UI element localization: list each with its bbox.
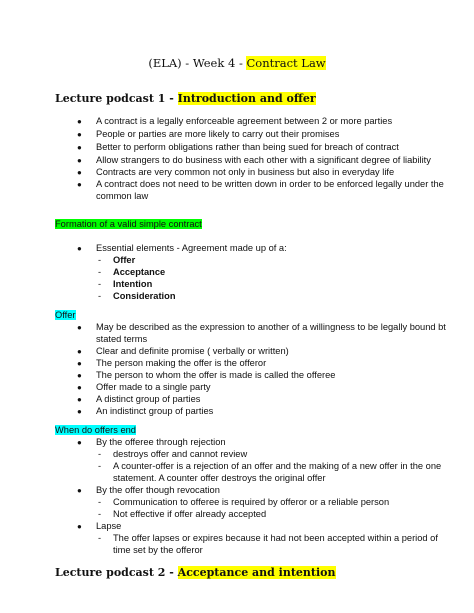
element-intention: Intention bbox=[113, 279, 153, 289]
sub-item-continuation: statement. A counter offer destroys the original offer bbox=[113, 473, 326, 483]
podcast2-heading bbox=[55, 566, 336, 579]
offer-end-heading bbox=[55, 425, 136, 435]
bullet-icon: ● bbox=[77, 395, 82, 404]
sub-item-continuation: time set by the offeror bbox=[113, 545, 203, 555]
offer-end-heading-text: When do offers end bbox=[55, 425, 136, 435]
title-highlight: Contract Law bbox=[246, 56, 326, 70]
list-item: The person to whom the offer is made is called the offeree bbox=[96, 370, 336, 380]
bullet-icon: ● bbox=[77, 383, 82, 392]
element-offer: Offer bbox=[113, 255, 136, 265]
list-item-continuation: common law bbox=[96, 191, 149, 201]
list-item-continuation: stated terms bbox=[96, 334, 148, 344]
bullet-icon: ● bbox=[77, 438, 82, 447]
list-item: Contracts are very common not only in business but also in everyday life bbox=[96, 167, 395, 177]
bullet-icon: ● bbox=[77, 347, 82, 356]
podcast1-prefix: Lecture podcast 1 - bbox=[55, 92, 178, 105]
sub-item: A counter-offer is a rejection of an offer and the making of a new offer in the one bbox=[113, 461, 442, 471]
offer-heading-text: Offer bbox=[55, 310, 76, 320]
bullet-icon: ● bbox=[77, 156, 82, 165]
list-item: Clear and definite promise ( verbally or written) bbox=[96, 346, 289, 356]
podcast2-prefix: Lecture podcast 2 - bbox=[55, 566, 178, 579]
dash-marker: - bbox=[98, 497, 102, 507]
list-item: A contract is a legally enforceable agreement between 2 or more parties bbox=[96, 116, 393, 126]
dash-marker: - bbox=[98, 279, 102, 289]
bullet-icon: ● bbox=[77, 407, 82, 416]
list-item: A distinct group of parties bbox=[96, 394, 201, 404]
list-item: May be described as the expression to another of a willingness to be legally bound bt bbox=[96, 322, 446, 332]
dash-marker: - bbox=[98, 509, 102, 519]
dash-marker: - bbox=[98, 533, 102, 543]
sub-item: Not effective if offer already accepted bbox=[113, 509, 267, 519]
list-item: By the offeree through rejection bbox=[96, 437, 226, 447]
dash-marker: - bbox=[98, 449, 102, 459]
bullet-icon: ● bbox=[77, 130, 82, 139]
sub-item: The offer lapses or expires because it had not been accepted within a period of bbox=[113, 533, 438, 543]
formation-bullet: Essential elements - Agreement made up of a: bbox=[96, 243, 287, 253]
bullet-icon: ● bbox=[77, 522, 82, 531]
list-item: Allow strangers to do business with each other with a significant degree of liability bbox=[96, 155, 431, 165]
list-item: People or parties are more likely to carry out their promises bbox=[96, 129, 340, 139]
title-prefix: (ELA) - Week 4 - bbox=[148, 56, 247, 70]
list-item: An indistinct group of parties bbox=[96, 406, 214, 416]
podcast1-heading bbox=[55, 92, 316, 105]
sub-item: destroys offer and cannot review bbox=[113, 449, 248, 459]
list-item: Lapse bbox=[96, 521, 122, 531]
formation-heading-text: Formation of a valid simple contract bbox=[55, 219, 202, 229]
list-item: A contract does not need to be written down in order to be enforced legally under the bbox=[96, 179, 444, 189]
bullet-icon: ● bbox=[77, 323, 82, 332]
list-item: Better to perform obligations rather than being sued for breach of contract bbox=[96, 142, 399, 152]
podcast1-highlight: Introduction and offer bbox=[177, 92, 316, 105]
formation-heading bbox=[55, 219, 202, 229]
bullet-icon: ● bbox=[77, 244, 82, 253]
element-acceptance: Acceptance bbox=[113, 267, 166, 277]
dash-marker: - bbox=[98, 267, 102, 277]
dash-marker: - bbox=[98, 291, 102, 301]
bullet-icon: ● bbox=[77, 180, 82, 189]
list-item: By the offer though revocation bbox=[96, 485, 220, 495]
bullet-icon: ● bbox=[77, 359, 82, 368]
element-consideration: Consideration bbox=[113, 291, 176, 301]
list-item: The person making the offer is the offeror bbox=[96, 358, 267, 368]
sub-item: Communication to offeree is required by offeror or a reliable person bbox=[113, 497, 390, 507]
bullet-icon: ● bbox=[77, 168, 82, 177]
bullet-icon: ● bbox=[77, 486, 82, 495]
podcast2-highlight: Acceptance and intention bbox=[177, 566, 336, 579]
offer-heading bbox=[55, 310, 76, 320]
bullet-icon: ● bbox=[77, 143, 82, 152]
dash-marker: - bbox=[98, 255, 102, 265]
document-title bbox=[0, 56, 474, 70]
dash-marker: - bbox=[98, 461, 102, 471]
bullet-icon: ● bbox=[77, 371, 82, 380]
list-item: Offer made to a single party bbox=[96, 382, 211, 392]
bullet-icon: ● bbox=[77, 117, 82, 126]
